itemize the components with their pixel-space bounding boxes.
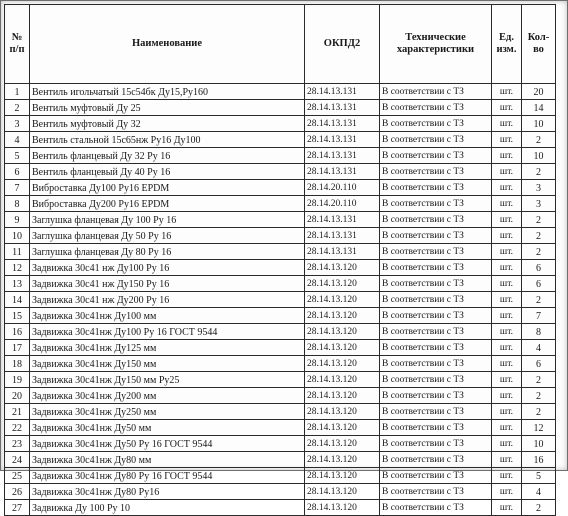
cell-num: 19 <box>5 372 30 388</box>
cell-num: 5 <box>5 148 30 164</box>
cell-name: Задвижка 30с41нж Ду80 Ру16 <box>30 484 305 500</box>
cell-name: Заглушка фланцевая Ду 100 Ру 16 <box>30 212 305 228</box>
cell-name: Вентиль фланцевый Ду 32 Ру 16 <box>30 148 305 164</box>
table-row <box>5 436 556 452</box>
cell-unit: шт. <box>492 404 522 420</box>
cell-qty: 16 <box>522 452 556 468</box>
header-num: № п/п <box>5 5 30 84</box>
cell-qty: 4 <box>522 484 556 500</box>
cell-num: 15 <box>5 308 30 324</box>
cell-qty: 5 <box>522 468 556 484</box>
cell-tech: В соответствии с ТЗ <box>380 420 492 436</box>
cell-okpd2: 28.14.13.120 <box>305 436 380 452</box>
cell-qty: 2 <box>522 244 556 260</box>
cell-num: 1 <box>5 84 30 100</box>
cell-okpd2: 28.14.13.120 <box>305 372 380 388</box>
cell-name: Задвижка 30с41 нж Ду150 Ру 16 <box>30 276 305 292</box>
cell-okpd2: 28.14.13.131 <box>305 212 380 228</box>
cell-qty: 6 <box>522 276 556 292</box>
cell-okpd2: 28.14.13.120 <box>305 388 380 404</box>
table-row <box>5 196 556 212</box>
table-row <box>5 244 556 260</box>
cell-tech: В соответствии с ТЗ <box>380 308 492 324</box>
cell-unit: шт. <box>492 324 522 340</box>
cell-qty: 14 <box>522 100 556 116</box>
table-row <box>5 340 556 356</box>
cell-qty: 6 <box>522 356 556 372</box>
table-header-row <box>5 5 556 84</box>
table-row <box>5 420 556 436</box>
table-row <box>5 388 556 404</box>
cell-tech: В соответствии с ТЗ <box>380 404 492 420</box>
cell-num: 12 <box>5 260 30 276</box>
header-okpd2: ОКПД2 <box>305 5 380 84</box>
table-row <box>5 180 556 196</box>
cell-tech: В соответствии с ТЗ <box>380 164 492 180</box>
cell-tech: В соответствии с ТЗ <box>380 100 492 116</box>
cell-unit: шт. <box>492 132 522 148</box>
cell-qty: 2 <box>522 132 556 148</box>
cell-unit: шт. <box>492 340 522 356</box>
cell-name: Задвижка 30с41нж Ду100 Ру 16 ГОСТ 9544 <box>30 324 305 340</box>
cell-tech: В соответствии с ТЗ <box>380 340 492 356</box>
cell-tech: В соответствии с ТЗ <box>380 452 492 468</box>
cell-qty: 20 <box>522 84 556 100</box>
cell-okpd2: 28.14.13.131 <box>305 84 380 100</box>
table-row <box>5 484 556 500</box>
cell-okpd2: 28.14.13.120 <box>305 340 380 356</box>
cell-num: 21 <box>5 404 30 420</box>
cell-num: 17 <box>5 340 30 356</box>
cell-okpd2: 28.14.13.131 <box>305 164 380 180</box>
cell-num: 14 <box>5 292 30 308</box>
cell-tech: В соответствии с ТЗ <box>380 388 492 404</box>
cell-unit: шт. <box>492 212 522 228</box>
cell-num: 16 <box>5 324 30 340</box>
cell-tech: В соответствии с ТЗ <box>380 148 492 164</box>
cell-name: Заглушка фланцевая Ду 50 Ру 16 <box>30 228 305 244</box>
cell-num: 23 <box>5 436 30 452</box>
cell-qty: 7 <box>522 308 556 324</box>
cell-qty: 2 <box>522 500 556 516</box>
table-row <box>5 468 556 484</box>
cell-tech: В соответствии с ТЗ <box>380 436 492 452</box>
cell-tech: В соответствии с ТЗ <box>380 356 492 372</box>
cell-qty: 2 <box>522 388 556 404</box>
cell-name: Задвижка 30с41нж Ду150 мм <box>30 356 305 372</box>
header-name: Наименование <box>30 5 305 84</box>
cell-name: Задвижка 30с41нж Ду100 мм <box>30 308 305 324</box>
cell-unit: шт. <box>492 244 522 260</box>
cell-qty: 10 <box>522 148 556 164</box>
cell-num: 22 <box>5 420 30 436</box>
cell-num: 27 <box>5 500 30 516</box>
cell-unit: шт. <box>492 436 522 452</box>
cell-unit: шт. <box>492 228 522 244</box>
cell-okpd2: 28.14.13.131 <box>305 132 380 148</box>
table-row <box>5 116 556 132</box>
cell-okpd2: 28.14.13.120 <box>305 276 380 292</box>
table-row <box>5 228 556 244</box>
cell-name: Виброставка Ду200 Ру16 EPDM <box>30 196 305 212</box>
cell-unit: шт. <box>492 148 522 164</box>
cell-qty: 4 <box>522 340 556 356</box>
table-row <box>5 500 556 516</box>
cell-okpd2: 28.14.13.120 <box>305 292 380 308</box>
cell-num: 6 <box>5 164 30 180</box>
header-qty: Кол-во <box>522 5 556 84</box>
cell-tech: В соответствии с ТЗ <box>380 500 492 516</box>
cell-unit: шт. <box>492 308 522 324</box>
cell-name: Задвижка 30с41нж Ду250 мм <box>30 404 305 420</box>
cell-unit: шт. <box>492 100 522 116</box>
cell-num: 18 <box>5 356 30 372</box>
cell-tech: В соответствии с ТЗ <box>380 212 492 228</box>
cell-name: Задвижка 30с41нж Ду150 мм Ру25 <box>30 372 305 388</box>
cell-qty: 2 <box>522 164 556 180</box>
cell-tech: В соответствии с ТЗ <box>380 292 492 308</box>
cell-qty: 2 <box>522 292 556 308</box>
cell-okpd2: 28.14.13.120 <box>305 468 380 484</box>
table-row <box>5 404 556 420</box>
table-row <box>5 356 556 372</box>
cell-unit: шт. <box>492 260 522 276</box>
cell-name: Задвижка 30с41нж Ду50 мм <box>30 420 305 436</box>
table-row <box>5 452 556 468</box>
cell-tech: В соответствии с ТЗ <box>380 180 492 196</box>
cell-name: Задвижка 30с41 нж Ду100 Ру 16 <box>30 260 305 276</box>
table-row <box>5 148 556 164</box>
cell-qty: 3 <box>522 180 556 196</box>
table-row <box>5 308 556 324</box>
cell-okpd2: 28.14.13.120 <box>305 308 380 324</box>
cell-tech: В соответствии с ТЗ <box>380 484 492 500</box>
cell-tech: В соответствии с ТЗ <box>380 84 492 100</box>
cell-okpd2: 28.14.13.131 <box>305 116 380 132</box>
cell-unit: шт. <box>492 484 522 500</box>
cell-num: 24 <box>5 452 30 468</box>
cell-okpd2: 28.14.13.131 <box>305 100 380 116</box>
cell-name: Задвижка Ду 100 Ру 10 <box>30 500 305 516</box>
cell-okpd2: 28.14.13.131 <box>305 228 380 244</box>
table-row <box>5 212 556 228</box>
cell-tech: В соответствии с ТЗ <box>380 324 492 340</box>
cell-num: 9 <box>5 212 30 228</box>
cell-unit: шт. <box>492 356 522 372</box>
table-row <box>5 100 556 116</box>
cell-qty: 2 <box>522 228 556 244</box>
cell-tech: В соответствии с ТЗ <box>380 276 492 292</box>
cell-okpd2: 28.14.13.120 <box>305 452 380 468</box>
cell-okpd2: 28.14.13.131 <box>305 244 380 260</box>
cell-num: 11 <box>5 244 30 260</box>
cell-name: Задвижка 30с41нж Ду50 Ру 16 ГОСТ 9544 <box>30 436 305 452</box>
cell-qty: 3 <box>522 196 556 212</box>
cell-tech: В соответствии с ТЗ <box>380 228 492 244</box>
cell-unit: шт. <box>492 500 522 516</box>
specification-table <box>4 4 556 516</box>
cell-name: Вентиль фланцевый Ду 40 Ру 16 <box>30 164 305 180</box>
cell-okpd2: 28.14.13.120 <box>305 356 380 372</box>
cell-name: Вентиль игольчатый 15с54бк Ду15,Ру160 <box>30 84 305 100</box>
cell-okpd2: 28.14.13.120 <box>305 420 380 436</box>
cell-tech: В соответствии с ТЗ <box>380 244 492 260</box>
cell-unit: шт. <box>492 116 522 132</box>
table-row <box>5 276 556 292</box>
table-row <box>5 324 556 340</box>
cell-num: 25 <box>5 468 30 484</box>
cell-num: 13 <box>5 276 30 292</box>
cell-okpd2: 28.14.13.120 <box>305 484 380 500</box>
cell-tech: В соответствии с ТЗ <box>380 260 492 276</box>
cell-name: Задвижка 30с41нж Ду80 мм <box>30 452 305 468</box>
cell-unit: шт. <box>492 196 522 212</box>
cell-qty: 2 <box>522 212 556 228</box>
cell-okpd2: 28.14.13.120 <box>305 260 380 276</box>
cell-qty: 10 <box>522 116 556 132</box>
cell-unit: шт. <box>492 388 522 404</box>
cell-unit: шт. <box>492 164 522 180</box>
cell-tech: В соответствии с ТЗ <box>380 132 492 148</box>
cell-num: 10 <box>5 228 30 244</box>
table-row <box>5 132 556 148</box>
cell-okpd2: 28.14.13.131 <box>305 148 380 164</box>
cell-num: 26 <box>5 484 30 500</box>
cell-qty: 12 <box>522 420 556 436</box>
cell-name: Вентиль стальной 15с65нж Ру16 Ду100 <box>30 132 305 148</box>
cell-qty: 6 <box>522 260 556 276</box>
cell-unit: шт. <box>492 84 522 100</box>
cell-name: Вентиль муфтовый Ду 25 <box>30 100 305 116</box>
cell-name: Виброставка Ду100 Ру16 EPDM <box>30 180 305 196</box>
table-row <box>5 292 556 308</box>
cell-name: Заглушка фланцевая Ду 80 Ру 16 <box>30 244 305 260</box>
cell-num: 7 <box>5 180 30 196</box>
table-row <box>5 260 556 276</box>
cell-unit: шт. <box>492 372 522 388</box>
header-unit: Ед. изм. <box>492 5 522 84</box>
cell-unit: шт. <box>492 420 522 436</box>
cell-num: 4 <box>5 132 30 148</box>
cell-unit: шт. <box>492 180 522 196</box>
cell-num: 20 <box>5 388 30 404</box>
cell-unit: шт. <box>492 452 522 468</box>
cell-name: Задвижка 30с41нж Ду200 мм <box>30 388 305 404</box>
cell-qty: 10 <box>522 436 556 452</box>
cell-num: 8 <box>5 196 30 212</box>
cell-tech: В соответствии с ТЗ <box>380 468 492 484</box>
cell-okpd2: 28.14.20.110 <box>305 196 380 212</box>
cell-qty: 2 <box>522 404 556 420</box>
cell-tech: В соответствии с ТЗ <box>380 196 492 212</box>
cell-unit: шт. <box>492 292 522 308</box>
cell-okpd2: 28.14.13.120 <box>305 404 380 420</box>
cell-okpd2: 28.14.20.110 <box>305 180 380 196</box>
cell-okpd2: 28.14.13.120 <box>305 500 380 516</box>
cell-qty: 2 <box>522 372 556 388</box>
cell-unit: шт. <box>492 468 522 484</box>
table-row <box>5 372 556 388</box>
table-row <box>5 164 556 180</box>
cell-tech: В соответствии с ТЗ <box>380 372 492 388</box>
cell-name: Задвижка 30с41 нж Ду200 Ру 16 <box>30 292 305 308</box>
cell-name: Задвижка 30с41нж Ду80 Ру 16 ГОСТ 9544 <box>30 468 305 484</box>
cell-qty: 8 <box>522 324 556 340</box>
cell-tech: В соответствии с ТЗ <box>380 116 492 132</box>
cell-num: 3 <box>5 116 30 132</box>
cell-okpd2: 28.14.13.120 <box>305 324 380 340</box>
header-tech: Технические характеристики <box>380 5 492 84</box>
cell-name: Вентиль муфтовый Ду 32 <box>30 116 305 132</box>
cell-name: Задвижка 30с41нж Ду125 мм <box>30 340 305 356</box>
cell-unit: шт. <box>492 276 522 292</box>
cell-num: 2 <box>5 100 30 116</box>
table-row <box>5 84 556 100</box>
